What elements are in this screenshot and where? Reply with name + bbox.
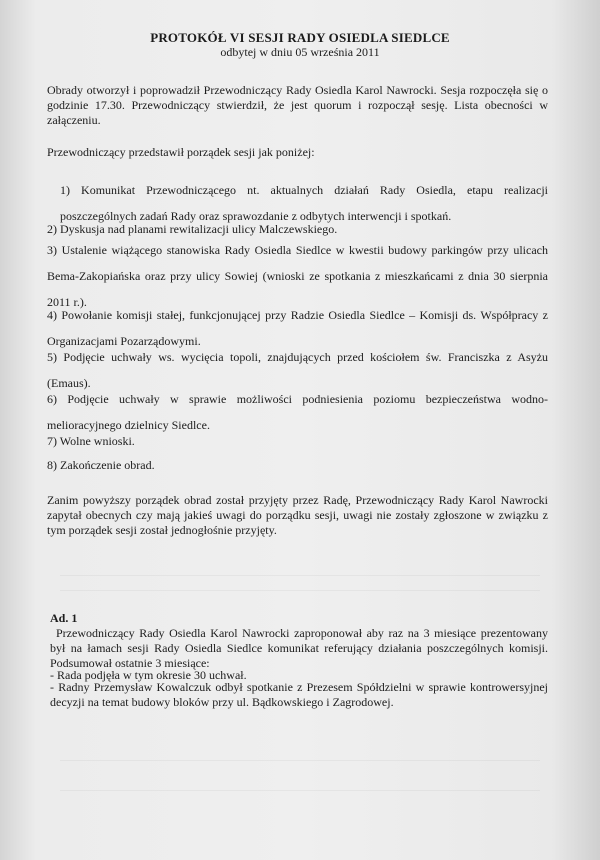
faint-line: [60, 575, 540, 576]
document-subtitle: odbytej w dniu 05 września 2011: [220, 45, 380, 59]
agenda-item-2: 2) Dyskusja nad planami rewitalizacji ulicy Malczewskiego.: [47, 222, 338, 236]
agenda-item-7: 7) Wolne wnioski.: [47, 434, 135, 448]
ad1-bullet-1: - Rada podjęła w tym okresie 30 uchwał.: [50, 668, 247, 682]
agenda-item-1: 1) Komunikat Przewodniczącego nt. aktualnych działań Rady Osiedla, etapu realizacji poszczególnych zadań Rady oraz sprawozdanie z odbytych interwencji i spotkań.: [60, 183, 548, 223]
section-heading-ad1: Ad. 1: [50, 611, 78, 625]
intro-paragraph: Obrady otworzył i poprowadził Przewodniczący Rady Osiedla Karol Nawrocki. Sesja rozpoczęła się o godzinie 17.30. Przewodniczący stwierdził, że jest quorum i rozpoczął sesję. Lista obecności w załączeniu.: [47, 83, 548, 127]
agenda-item-5: 5) Podjęcie uchwały ws. wycięcia topoli, znajdujących przed kościołem św. Franciszka z Asyżu (Emaus).: [47, 350, 548, 390]
agenda-item-6: 6) Podjęcie uchwały w sprawie możliwości podniesienia poziomu bezpieczeństwa wodno-melioracyjnego dzielnicy Siedlce.: [47, 392, 548, 432]
document-title: PROTOKÓŁ VI SESJI RADY OSIEDLA SIEDLCE: [150, 30, 450, 45]
ad1-bullet-2: - Radny Przemysław Kowalczuk odbył spotkanie z Prezesem Spółdzielni w sprawie kontrowersyjnej decyzji na temat budowy bloków przy ul. Bądkowskiego i Zagrodowej.: [50, 680, 548, 709]
agenda-item-4: 4) Powołanie komisji stałej, funkcjonującej przy Radzie Osiedla Siedlce – Komisji ds. Współpracy z Organizacjami Pozarządowymi.: [47, 308, 548, 348]
faint-line: [60, 590, 540, 591]
faint-line: [60, 760, 540, 761]
agenda-item-8: 8) Zakończenie obrad.: [47, 458, 155, 472]
acceptance-paragraph: Zanim powyższy porządek obrad został przyjęty przez Radę, Przewodniczący Rady Karol Nawrocki zapytał obecnych czy mają jakieś uwagi do porządku sesji, uwagi nie zostały zgłoszone w związku z tym porządek sesji został jednogłośnie przyjęty.: [47, 493, 548, 537]
faint-line: [60, 790, 540, 791]
agenda-item-3: 3) Ustalenie wiążącego stanowiska Rady Osiedla Siedlce w kwestii budowy parkingów przy ulicach Bema-Zakopiańska oraz przy ulicy Sowiej (wnioski ze spotkania z mieszkańcami z dnia 30 sierpnia 2011 r.).: [47, 243, 548, 309]
agenda-intro: Przewodniczący przedstawił porządek sesji jak poniżej:: [47, 145, 315, 159]
ad1-paragraph: Przewodniczący Rady Osiedla Karol Nawrocki zaproponował aby raz na 3 miesiące prezentowany był na łamach sesji Rady Osiedla Siedlce komunikat referujący działania poszczególnych komisji. Podsumował ostatnie 3 miesiące:: [50, 626, 548, 670]
